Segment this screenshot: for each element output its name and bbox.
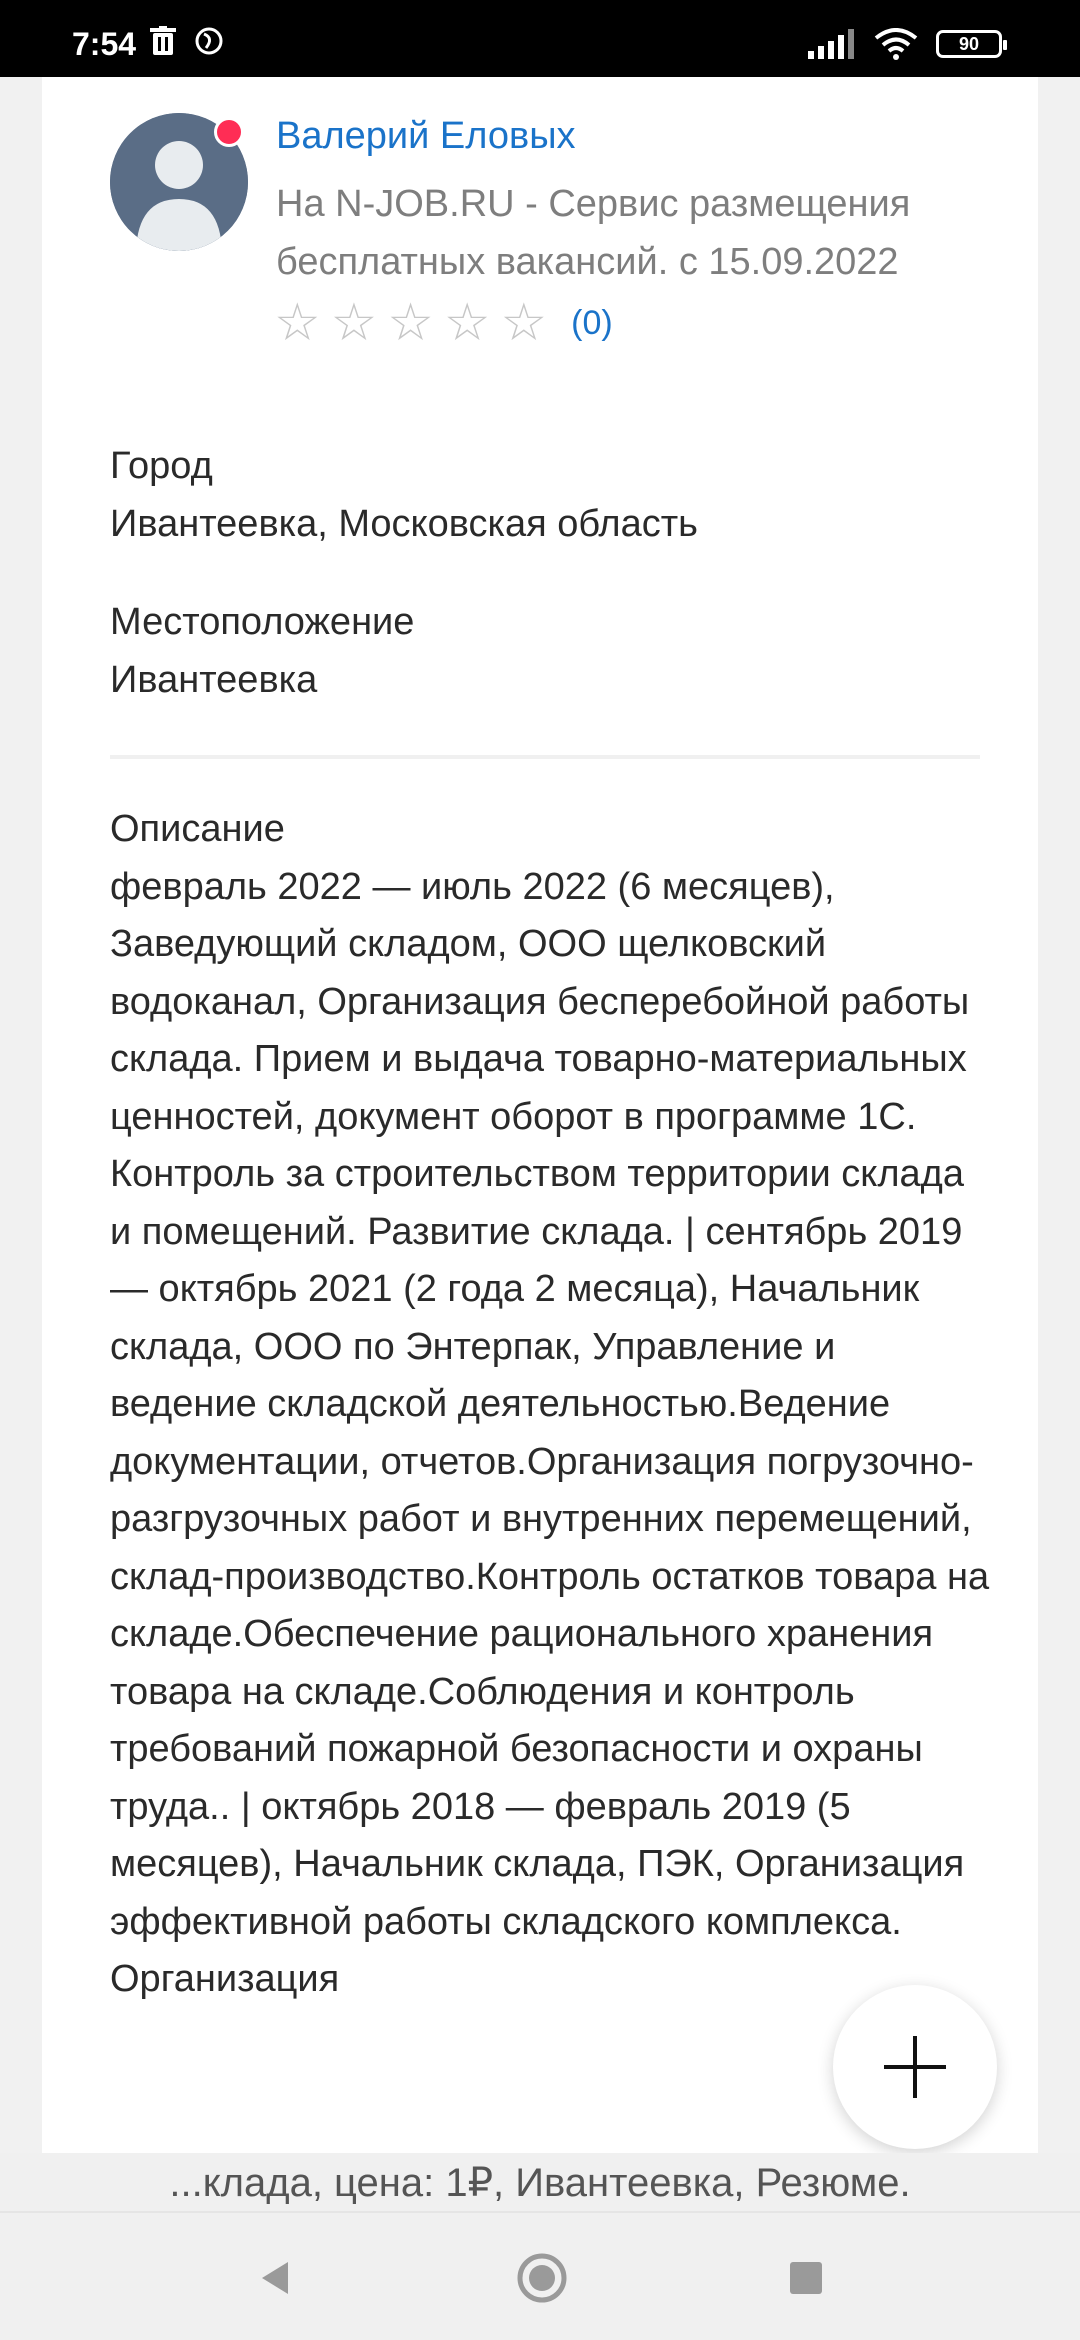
page <box>0 77 1080 2153</box>
city-label: Город <box>110 445 213 487</box>
status-time: 7:54 <box>72 26 137 62</box>
back-icon[interactable] <box>256 2258 296 2298</box>
signal-icon <box>808 29 856 59</box>
description-label: Описание <box>110 808 285 850</box>
description <box>110 801 990 2009</box>
city-value: Ивантеевка, Московская область <box>110 503 698 545</box>
recents-icon[interactable] <box>788 2260 824 2296</box>
home-icon[interactable] <box>516 2252 568 2304</box>
battery-icon: 90 <box>936 30 1002 58</box>
online-status-dot <box>214 117 244 147</box>
author-subtitle: На N-JOB.RU - Сервис размещения бесплатных вакансий. с 15.09.2022 <box>276 183 911 283</box>
rating <box>274 294 613 352</box>
page-title-bar: ...клада, цена: 1₽, Ивантеевка, Резюме. <box>0 2153 1080 2213</box>
star-icon[interactable]: ☆ <box>274 294 321 352</box>
app-logo-icon <box>194 26 224 56</box>
wifi-icon <box>874 28 918 60</box>
divider <box>110 755 980 759</box>
trash-icon <box>150 26 176 56</box>
star-icon[interactable]: ☆ <box>330 294 378 352</box>
resume-card <box>42 77 1038 2153</box>
location-value: Ивантеевка <box>110 659 318 701</box>
status-right-icons <box>808 28 1002 60</box>
status-left-icons <box>150 26 224 56</box>
star-icon[interactable]: ☆ <box>500 294 548 352</box>
rating-count-link[interactable]: (0) <box>571 303 613 342</box>
add-button[interactable] <box>833 1985 997 2149</box>
star-icon[interactable]: ☆ <box>443 294 491 352</box>
plus-icon <box>882 2034 948 2100</box>
description-text: февраль 2022 — июль 2022 (6 месяцев), Заведующий складом, ООО щелковский водоканал, Организация бесперебойной работы склада. Прием и выдача товарно-материальных ценностей, документ оборот в программе 1С. Контроль за строительством территории склада и помещений. Развитие склада. | сентябрь 2019 — октябрь 2021 (2 года 2 месяца), Начальник склада, ООО по Энтерпак, Управление и ведение складской деятельностью.Ведение документации, отчетов.Организация погрузочно-разгрузочных работ и внутренних перемещений, склад-производство.Контроль остатков товара на складе.Обеспечение рационального хранения товара на складе.Соблюдения и контроль требований пожарной безопасности и охраны труда.. | октябрь 2018 — февраль 2019 (5 месяцев), Начальник склада, ПЭК, Организация эффективной работы складского комплекса. Организация <box>110 865 990 2000</box>
navigation-bar <box>0 2215 1080 2340</box>
location-label: Местоположение <box>110 601 415 643</box>
author-name-link[interactable]: Валерий Еловых <box>276 115 576 157</box>
star-icon[interactable]: ☆ <box>387 294 434 352</box>
status-bar <box>0 0 1080 77</box>
